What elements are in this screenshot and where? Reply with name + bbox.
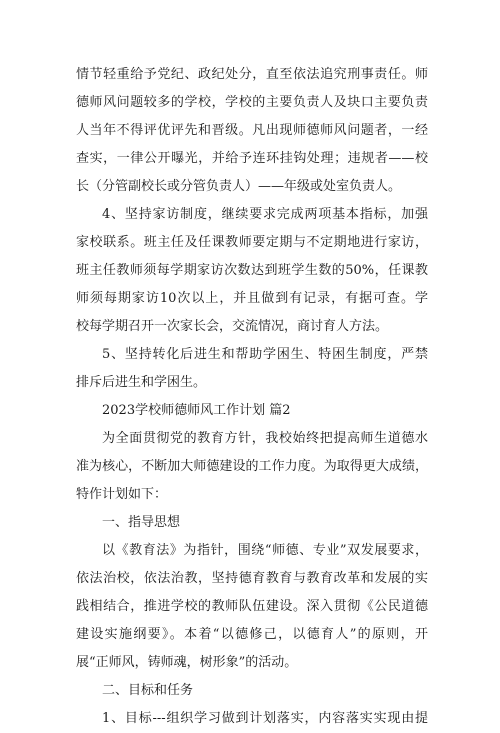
paragraph-line: 人当年不得评优评先和晋级。凡出现师德师风问题者，一经 bbox=[76, 123, 428, 138]
paragraph-line: 准为核心，不断加大师德建设的工作力度。为取得更大成绩， bbox=[76, 459, 428, 474]
paragraph-line: 师须每期家访10次以上，并且做到有记录，有据可查。学 bbox=[76, 291, 428, 306]
paragraph-line: 班主任教师须每学期家访次数达到班学生数的50%，任课教 bbox=[76, 263, 428, 278]
paragraph-line: 特作计划如下： bbox=[76, 487, 168, 502]
paragraph-line: 德师风问题较多的学校，学校的主要负责人及块口主要负责 bbox=[76, 95, 428, 110]
paragraph-line: 查实，一律公开曝光，并给予连环挂钩处理；违规者——校 bbox=[76, 151, 428, 166]
paragraph-line: 排斥后进生和学困生。 bbox=[76, 375, 207, 390]
paragraph-line: 展“正师风，铸师魂，树形象”的活动。 bbox=[76, 655, 298, 670]
paragraph-line: 建设实施纲要》。本着“以德修己，以德育人”的原则，开 bbox=[76, 627, 428, 642]
paragraph-line: 为全面贯彻党的教育方针，我校始终把提高师生道德水 bbox=[102, 431, 428, 446]
paragraph-line: 家校联系。班主任及任课教师要定期与不定期地进行家访， bbox=[76, 235, 428, 250]
paragraph-line: 5、坚持转化后进生和帮助学困生、特困生制度，严禁 bbox=[102, 347, 428, 362]
paragraph-line: 践相结合，推进学校的教师队伍建设。深入贯彻《公民道德 bbox=[76, 599, 428, 614]
section-title: 2023学校师德师风工作计划 篇2 bbox=[102, 403, 291, 418]
paragraph-line: 情节轻重给予党纪、政纪处分，直至依法追究刑事责任。师 bbox=[76, 67, 428, 82]
paragraph-line: 长（分管副校长或分管负责人）——年级或处室负责人。 bbox=[76, 179, 402, 194]
section-heading: 二、目标和任务 bbox=[102, 683, 194, 698]
paragraph-line: 校每学期召开一次家长会，交流情况，商讨育人方法。 bbox=[76, 319, 389, 334]
paragraph-line: 4、坚持家访制度，继续要求完成两项基本指标，加强 bbox=[102, 207, 428, 222]
paragraph-line: 1、目标---组织学习做到计划落实，内容落实实现由提 bbox=[102, 711, 428, 726]
paragraph-line: 以《教育法》为指针，围绕“师德、专业”双发展要求， bbox=[102, 543, 428, 558]
section-heading: 一、指导思想 bbox=[102, 515, 181, 530]
paragraph-line: 依法治校，依法治教，坚持德育教育与教育改革和发展的实 bbox=[76, 571, 428, 586]
document-body bbox=[76, 61, 428, 733]
